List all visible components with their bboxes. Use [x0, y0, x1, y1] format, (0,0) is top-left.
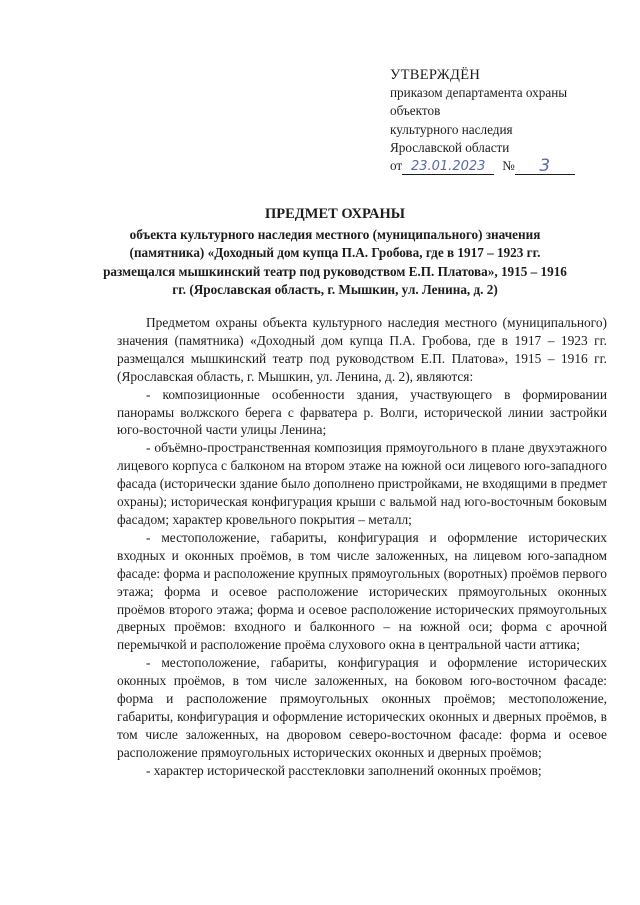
document-body [117, 314, 607, 780]
approval-heading: УТВЕРЖДЁН [390, 67, 481, 83]
approval-block [390, 66, 620, 175]
list-item: - местоположение, габариты, конфигурация и оформление исторических оконных проёмов, в том числе заложенных, на боковом юго-восточном фасаде: форма и расположение прямоугольных оконных проёмов; местоположение, габариты, конфигурация и оформление исторических оконных и дверных проёмов, в том числе заложенных, на дворовом северо-восточном фасаде: форма и осевое расположение прямоугольных исторических оконных и дверных проёмов; [117, 655, 607, 760]
approval-line: приказом департамента охраны [390, 85, 568, 101]
list-item: - характер исторической расстекловки заполнений оконных проёмов; [146, 762, 542, 778]
approval-line: культурного наследия [390, 121, 513, 137]
handwritten-date: 23.01.2023 [402, 159, 494, 175]
approval-line: объектов [390, 103, 441, 119]
list-item: - композиционные особенности здания, участвующего в формировании панорамы волжского берега с фарватера р. Волги, исторической линии застройки юго-восточной части улицы Ленина; [117, 386, 607, 438]
document-subtitle: объекта культурного наследия местного (муниципального) значения (памятника) «Доходный дом купца П.А. Гробова, где в 1917 – 1923 гг. размещался мышкинский театр под руководством Е.П. Платова», 1915 – 1916 гг. (Ярославская область, г. Мышкин, ул. Ленина, д. 2) [103, 227, 567, 298]
number-label: № [502, 158, 515, 174]
date-number-row [390, 157, 620, 175]
date-prefix: от [390, 158, 403, 174]
list-item: - объёмно-пространственная композиция прямоугольного в плане двухэтажного лицевого корпуса с балконом на втором этаже на южной оси лицевого юго-западного фасада (исторически здание было дополнено пристройками, не входящими в предмет охраны); историческая конфигурация крыши с вальмой над юго-восточным боковым фасадом; характер кровельного покрытия – металл; [117, 440, 607, 527]
intro-paragraph: Предметом охраны объекта культурного наследия местного (муниципального) значения (памятника) «Доходный дом купца П.А. Гробова, где в 1917 – 1923 гг. размещался мышкинский театр под руководством Е.П. Платова», 1915 – 1916 гг. (Ярославская область, г. Мышкин, ул. Ленина, д. 2), являются: [117, 315, 607, 384]
document-title-block [100, 205, 570, 300]
document-title: ПРЕДМЕТ ОХРАНЫ [264, 206, 406, 222]
handwritten-number: 3 [515, 159, 575, 175]
approval-line: Ярославской области [390, 139, 510, 155]
list-item: - местоположение, габариты, конфигурация и оформление исторических входных и оконных проёмов, в том числе заложенных, на лицевом юго-западном фасаде: форма и расположение крупных прямоугольных (воротных) проёмов первого этажа; форма и осевое расположение исторических прямоугольных оконных проёмов второго этажа; форма и осевое расположение исторических прямоугольных дверных проёмов: входного и балконного – на южной оси; форма с арочной перемычкой и расположение проёма слухового окна в центральной части аттика; [117, 529, 607, 653]
